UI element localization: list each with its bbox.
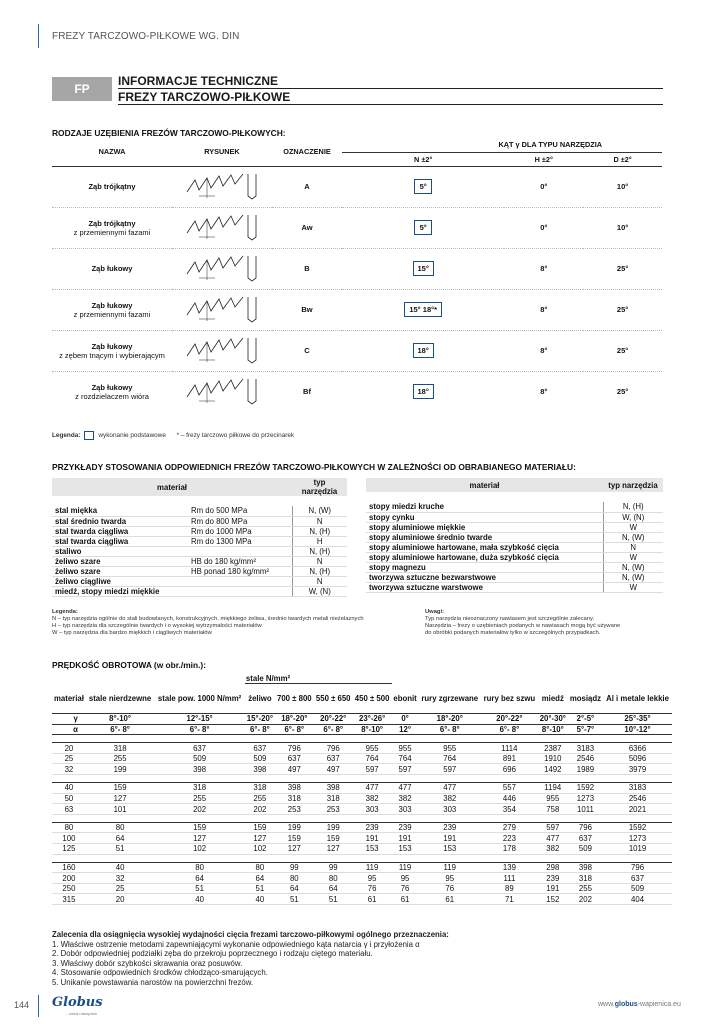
angle-d: 25° (583, 248, 662, 289)
speed-header: rury bez szwu (481, 684, 538, 714)
material-row: stopy aluminiowe hartowane, duża szybkość cięcia W (366, 552, 663, 562)
material-row: stopy aluminiowe hartowane, mała szybkość cięcia N (366, 542, 663, 552)
col-h: H ±2° (504, 152, 583, 166)
tooth-drawing (172, 248, 272, 289)
material-row: tworzywa sztuczne warstwowe W (366, 582, 663, 592)
tooth-drawing (172, 330, 272, 371)
recommendation-item: 2. Dobór odpowiedniej podziałki zęba do przekroju poprzecznego i rodzaju ciętego materiału. (52, 949, 373, 959)
material-row: żeliwo szare HB do 180 kg/mm² N (52, 556, 347, 566)
subtitle-rule (118, 104, 663, 105)
gamma-row: γ 8°-10° 12°-15° 15°-20° 18°-20° 20°-22° 23°-26° 0° 18°-20° 20°-22° 20°-30° 2°-5° 25°-35° (52, 714, 672, 725)
col-d: D ±2° (583, 152, 662, 166)
col-mark: OZNACZENIE (272, 138, 342, 166)
tooth-name: Ząb łukowy z zębem tnącym i wybierającym (52, 330, 172, 371)
recommendation-item: 5. Unikanie powstawania narostów na powierzchni frezów. (52, 977, 254, 987)
tooth-name: Ząb łukowy z przemiennymi fazami (52, 289, 172, 330)
title-rule (118, 88, 663, 89)
col-name: NAZWA (52, 138, 172, 166)
speed-row: 200 32 64 64 80 80 95 95 95 111 239 318 637 (52, 873, 672, 884)
tooth-profile-drawing (185, 336, 245, 364)
tooth-drawing (172, 207, 272, 248)
material-row: stopy cynku W, (N) (366, 512, 663, 522)
speed-row: 250 25 51 51 64 64 76 76 76 89 191 255 509 (52, 883, 672, 894)
tooth-drawing (172, 166, 272, 207)
speed-row: 25 255 509 509 637 637 764 764 764 891 1910 2546 5096 (52, 753, 672, 764)
legend-line: N – typ narzędzia ogólnie do stali budowlanych, konstrukcyjnych, miękkiego żeliwa, średnio twardych metali nieżelaznych (52, 616, 364, 622)
tooth-row (52, 166, 662, 207)
alpha-row: α 6°- 8° 6°- 8° 6°- 8° 6°- 8° 6°- 8° 8°-10° 12° 6°- 8° 6°- 8° 8°-10° 5°-7° 10°-12° (52, 724, 672, 735)
tooth-mark: Bw (272, 289, 342, 330)
tooth-row (52, 207, 662, 248)
speed-row: 100 64 127 127 159 159 191 191 191 223 477 637 1273 (52, 833, 672, 844)
angle-d: 25° (583, 289, 662, 330)
tooth-drawing (172, 371, 272, 412)
angle-n: 15° (342, 248, 504, 289)
logo-tagline: ...extra narzędzia (66, 1011, 97, 1016)
recommendation-item: 4. Stosowanie odpowiednich środków chłodząco-smarujących. (52, 968, 268, 978)
tooth-section-drawing (245, 336, 259, 364)
speed-row: 32 199 398 398 497 497 597 597 597 696 1492 1989 3979 (52, 764, 672, 775)
material-row: stal miękka Rm do 500 MPa N, (W) (52, 506, 347, 516)
speed-header: miedź (538, 684, 568, 714)
tooth-row (52, 330, 662, 371)
angle-d: 10° (583, 207, 662, 248)
tooth-mark: Bf (272, 371, 342, 412)
speed-header: mosiądz (568, 684, 603, 714)
tooth-profile-drawing (185, 254, 245, 282)
speed-row: 80 80 159 159 199 199 239 239 239 279 597 796 1592 (52, 822, 672, 833)
globus-logo: Globus (52, 995, 103, 1010)
recommendations: Zalecenia dla osiągnięcia wysokiej wydajności cięcia frezami tarczowo-piłkowymi ogólnego przeznaczenia: 1. Właściwe ostrzenie metodami zapewniającymi wykonanie odpowiedniego kąta natarcia γ i przyłożenia α 2. Dobór odpowiedniej podziałki zęba do przekroju poprzecznego i rodzaju ciętego materiału. 3. Właściwy dobór szybkości skrawania oraz posuwów. 4. Stosowanie odpowiednich środków chłodząco-smarujących. 5. Unikanie powstawania narostów na powierzchni frezów. (52, 930, 449, 987)
col-drawing: RYSUNEK (172, 138, 272, 166)
tooth-profile-drawing (185, 295, 245, 323)
teeth-section-title: RODZAJE UZĘBIENIA FREZÓW TARCZOWO-PIŁKOWYCH: (52, 128, 286, 138)
speed-header: 550 ± 650 (314, 684, 353, 714)
speed-table (52, 673, 672, 905)
angle-h: 8° (504, 248, 583, 289)
material-row: tworzywa sztuczne bezwarstwowe N, (W) (366, 572, 663, 582)
materials-table-right: materiał typ narzędzia stopy miedzi kruche N, (H) stopy cynku W, (N) stopy aluminiowe miękkie W stopy aluminiowe średnio twarde N, (W) stopy aluminiowe hartowane, mała szybkość cięcia N stopy aluminiowe hartowane, duża szybkość cięcia W stopy magnezu N, (W) tworzywa sztuczne bezwarstwowe N, (W) tworzywa sztuczne warstwowe W (366, 478, 663, 593)
material-row: stal twarda ciągliwa Rm do 1300 MPa H (52, 536, 347, 546)
website-link[interactable]: www.globus-wapienica.eu (598, 1001, 681, 1008)
tooth-profile-drawing (185, 172, 245, 200)
teeth-legend: Legenda: wykonanie podstawowe * – frezy tarczowo piłkowe do przecinarek (52, 432, 295, 440)
speed-header: rury zgrzewane (419, 684, 481, 714)
speed-header: 700 ± 800 (275, 684, 314, 714)
note-line: Typ narzędzia nieoznaczony nawiasem jest szczególnie zalecany. (425, 616, 595, 622)
material-row: staliwo N, (H) (52, 546, 347, 556)
speed-row: 63 101 202 202 253 253 303 303 303 354 758 1011 2021 (52, 804, 672, 815)
legend-line: H – typ narzędzia dla szczególnie twardych i o wysokiej wytrzymałości materiałów (52, 623, 262, 629)
material-row: stopy magnezu N, (W) (366, 562, 663, 572)
tooth-mark: A (272, 166, 342, 207)
tooth-section-drawing (245, 172, 259, 200)
note-line: Narzędzia – frezy o uzębieniach podanych w nawiasach mogą być używane (425, 623, 621, 629)
teeth-table (52, 138, 662, 412)
tooth-mark: B (272, 248, 342, 289)
tooth-section-drawing (245, 295, 259, 323)
steel-group-header: stale N/mm² (245, 673, 392, 684)
tooth-section-drawing (245, 377, 259, 405)
speed-header: stale nierdzewne (86, 684, 154, 714)
angle-n: 18° (342, 330, 504, 371)
speed-header: materiał (52, 684, 86, 714)
speed-row: 315 20 40 40 51 51 61 61 61 71 152 202 404 (52, 894, 672, 905)
material-row: stopy aluminiowe miękkie W (366, 522, 663, 532)
material-row: stal średnio twarda Rm do 800 MPa N (52, 516, 347, 526)
speed-header: żeliwo (245, 684, 275, 714)
tooth-name: Ząb trójkątny (52, 166, 172, 207)
header-rule (38, 24, 39, 48)
recommendation-item: 1. Właściwe ostrzenie metodami zapewniającymi wykonanie odpowiedniego kąta natarcia γ i przyłożenia α (52, 939, 420, 949)
tooth-drawing (172, 289, 272, 330)
materials-legend: Legenda: N – typ narzędzia ogólnie do stali budowlanych, konstrukcyjnych, miękkiego żeliwa, średnio twardych metali nieżelaznych H – typ narzędzia dla szczególnie twardych i o wysokiej wytrzymałości materiałów W – typ narzędzia dla bardzo miękkich i ciągliwych materiałów (52, 609, 412, 637)
page-title: INFORMACJE TECHNICZNE (118, 74, 279, 88)
angle-h: 0° (504, 207, 583, 248)
angle-n: 5° (342, 166, 504, 207)
speed-row: 125 51 102 102 127 127 153 153 153 178 382 509 1019 (52, 844, 672, 855)
angle-n: 15° 18°* (342, 289, 504, 330)
tooth-name: Ząb łukowy (52, 248, 172, 289)
material-row: stopy aluminiowe średnio twarde N, (W) (366, 532, 663, 542)
section-badge: FP (52, 77, 112, 101)
speed-header: ebonit (392, 684, 419, 714)
material-row: żeliwo szare HB ponad 180 kg/mm² N, (H) (52, 566, 347, 576)
speed-header: stale pow. 1000 N/mm² (154, 684, 245, 714)
angle-d: 25° (583, 371, 662, 412)
tooth-profile-drawing (185, 213, 245, 241)
running-title: FREZY TARCZOWO-PIŁKOWE WG. DIN (52, 31, 240, 42)
footer-rule (38, 995, 39, 1017)
angle-n: 5° (342, 207, 504, 248)
tooth-row (52, 289, 662, 330)
angle-d: 25° (583, 330, 662, 371)
col-angle: KĄT γ DLA TYPU NARZĘDZIA (342, 138, 662, 152)
speed-header: 450 ± 500 (353, 684, 392, 714)
materials-section-title: PRZYKŁADY STOSOWANIA ODPOWIEDNICH FREZÓW TARCZOWO-PIŁKOWYCH W ZALEŻNOŚCI OD OBRABIANEGO MATERIAŁU: (52, 462, 576, 472)
material-row: żeliwo ciągliwe N (52, 576, 347, 586)
speed-section-title: PRĘDKOŚĆ OBROTOWA (w obr./min.): (52, 660, 207, 670)
material-row: miedź, stopy miedzi miękkie W, (N) (52, 586, 347, 596)
tooth-mark: C (272, 330, 342, 371)
material-row: stopy miedzi kruche N, (H) (366, 502, 663, 512)
note-line: do obróbki podanych materiałów tylko w szczególnych przypadkach. (425, 630, 601, 636)
tooth-profile-drawing (185, 377, 245, 405)
recommendation-item: 3. Właściwy dobór szybkości skrawania oraz posuwów. (52, 958, 243, 968)
angle-h: 0° (504, 166, 583, 207)
speed-row: 40 159 318 318 398 398 477 477 477 557 1194 1592 3183 (52, 783, 672, 794)
speed-header: Al i metale lekkie (603, 684, 672, 714)
tooth-name: Ząb trójkątny z przemiennymi fazami (52, 207, 172, 248)
angle-h: 8° (504, 330, 583, 371)
page-number: 144 (14, 1000, 30, 1010)
angle-n: 18° (342, 371, 504, 412)
legend-box-icon (84, 431, 94, 440)
col-n: N ±2° (342, 152, 504, 166)
materials-notes: Uwagi: Typ narzędzia nieoznaczony nawiasem jest szczególnie zalecany. Narzędzia – frezy o uzębieniach podanych w nawiasach mogą być używane do obróbki podanych materiałów tylko w szczególnych przypadkach. (425, 609, 665, 637)
speed-row: 50 127 255 255 318 318 382 382 382 446 955 1273 2546 (52, 793, 672, 804)
speed-row: 160 40 80 80 99 99 119 119 119 139 298 398 796 (52, 862, 672, 873)
materials-table-left: materiał typ narzędzia stal miękka Rm do 500 MPa N, (W) stal średnio twarda Rm do 800 MPa N stal twarda ciągliwa Rm do 1000 MPa N, (H) stal twarda ciągliwa Rm do 1300 MPa H staliwo N, (H) żeliwo szare HB do 180 kg/mm² N żeliwo szare HB ponad 180 kg/mm² N, (H) żeliwo ciągliwe N miedź, stopy miedzi miękkie W, (N) (52, 478, 347, 597)
tooth-name: Ząb łukowy z rozdzielaczem wióra (52, 371, 172, 412)
legend-line: W – typ narzędzia dla bardzo miękkich i ciągliwych materiałów (52, 630, 212, 636)
page-subtitle: FREZY TARCZOWO-PIŁKOWE (118, 90, 291, 104)
tooth-row (52, 248, 662, 289)
material-row: stal twarda ciągliwa Rm do 1000 MPa N, (H) (52, 526, 347, 536)
tooth-row (52, 371, 662, 412)
tooth-section-drawing (245, 254, 259, 282)
angle-h: 8° (504, 371, 583, 412)
tooth-mark: Aw (272, 207, 342, 248)
tooth-section-drawing (245, 213, 259, 241)
angle-h: 8° (504, 289, 583, 330)
angle-d: 10° (583, 166, 662, 207)
speed-row: 20 318 637 637 796 796 955 955 955 1114 2387 3183 6366 (52, 743, 672, 754)
